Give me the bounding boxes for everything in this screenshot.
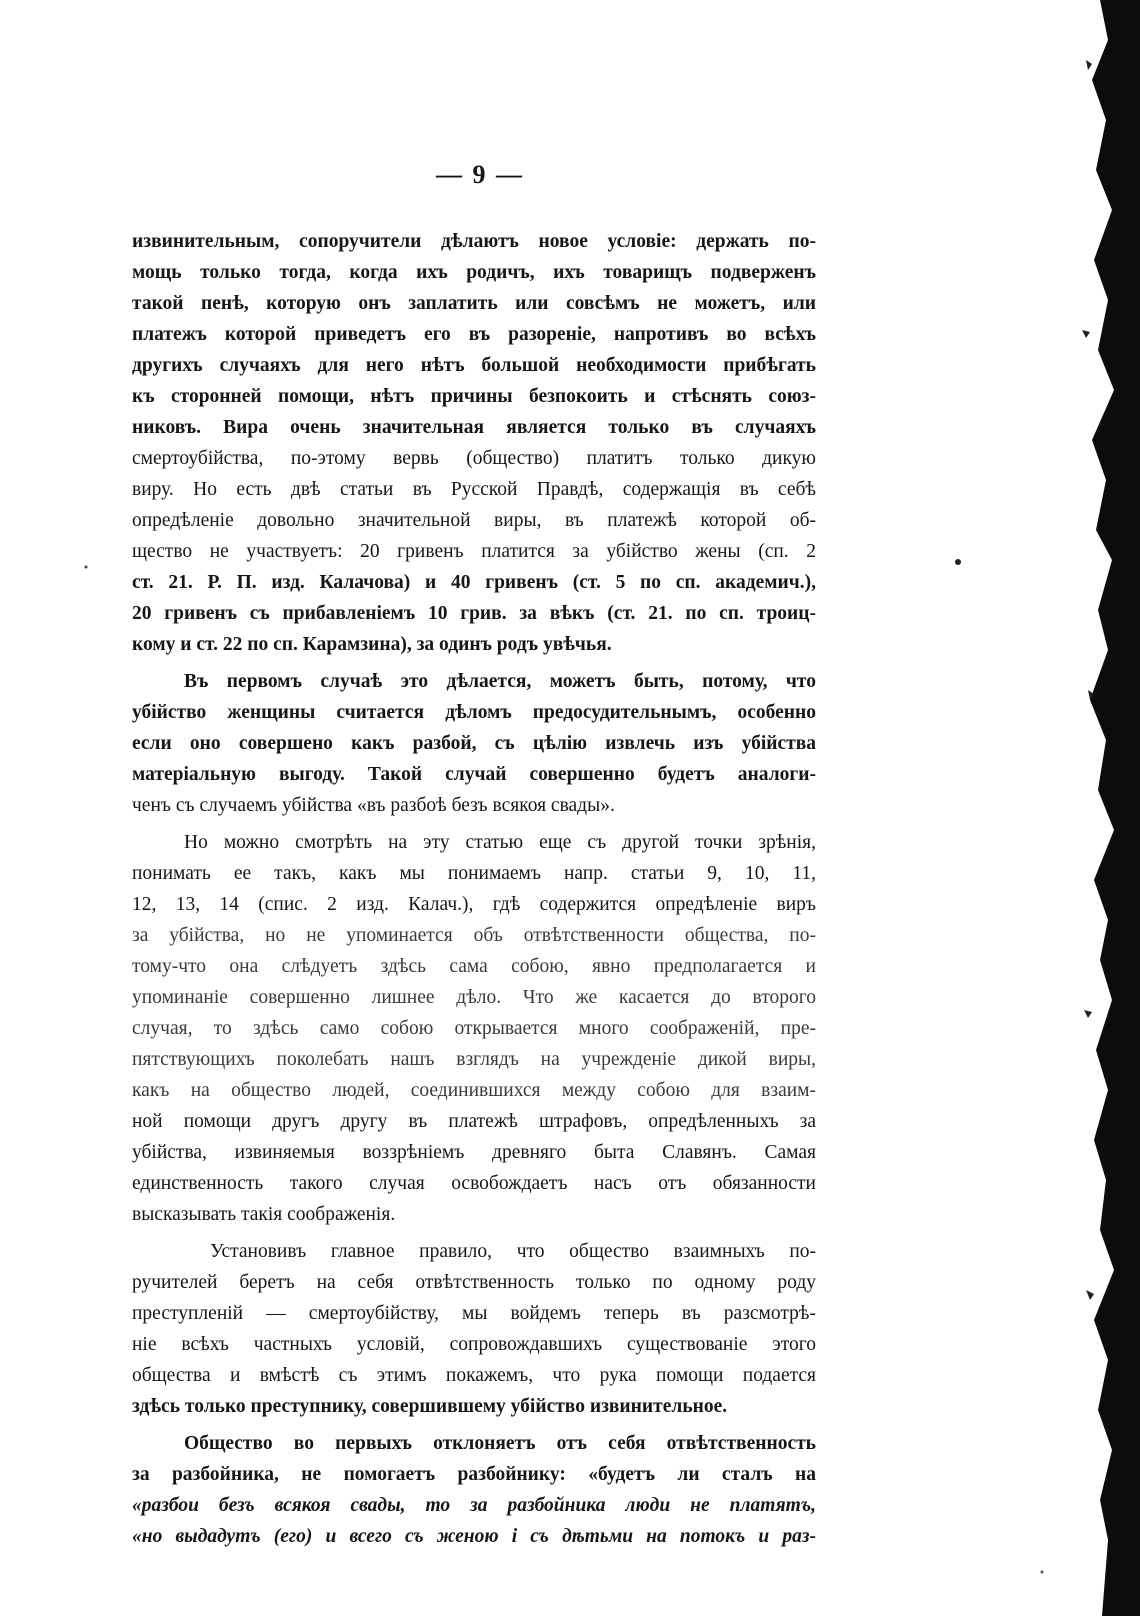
text-line: такой пенѣ, которую онъ заплатить или совсѣмъ не можетъ, или [132, 293, 816, 314]
text-line: если оно совершено какъ разбой, съ цѣлію извлечь изъ убійства [132, 733, 816, 754]
text-line: здѣсь только преступнику, совершившему убійство извинительное. [132, 1396, 728, 1417]
text-line: ручителей беретъ на себя отвѣтственность только по одному роду [132, 1272, 816, 1293]
text-line: ніе всѣхъ частныхъ условій, сопровождавшихъ существованіе этого [132, 1334, 816, 1355]
text-line: къ сторонней помощи, нѣтъ причины безпокоить и стѣснять союз- [132, 386, 816, 407]
text-line: случая, то здѣсь само собою открывается много соображеній, пре- [132, 1018, 816, 1039]
text-line: 12, 13, 14 (спис. 2 изд. Калач.), гдѣ содержится опредѣленіе виръ [132, 894, 816, 915]
text-line: кому и ст. 22 по сп. Карамзина), за одинъ родъ увѣчья. [132, 634, 612, 655]
text-line: матеріальную выгоду. Такой случай совершенно будетъ аналоги- [132, 764, 816, 785]
text-line: убійство женщины считается дѣломъ предосудительнымъ, особенно [132, 702, 816, 723]
text-line: за разбойника, не помогаетъ разбойнику: «будетъ ли сталъ на [132, 1464, 816, 1485]
text-line: другихъ случаяхъ для него нѣтъ большой необходимости прибѣгать [132, 355, 816, 376]
text-line: извинительным, сопоручители дѣлаютъ новое условіе: держать по- [132, 231, 816, 252]
text-line: пятствующихъ поколебать нашъ взглядъ на учрежденіе дикой виры, [132, 1049, 816, 1070]
text-line: общества и вмѣстѣ съ этимъ покажемъ, что рука помощи подается [132, 1365, 816, 1386]
text-line: упоминаніе совершенно лишнее дѣло. Что же касается до второго [132, 987, 816, 1008]
text-line: какъ на общество людей, соединившихся между собою для взаим- [132, 1080, 816, 1101]
text-line: никовъ. Вира очень значительная является только въ случаяхъ [132, 417, 816, 438]
text-line: тому-что она слѣдуетъ здѣсь сама собою, явно предполагается и [132, 956, 816, 977]
text-line: 20 гривенъ съ прибавленіемъ 10 грив. за вѣкъ (ст. 21. по сп. троиц- [132, 603, 816, 624]
text-line: убійства, извиняемыя воззрѣніемъ древняго быта Славянъ. Самая [132, 1142, 816, 1163]
body-text [132, 226, 816, 1552]
text-line: ченъ съ случаемъ убійства «въ разбоѣ безъ всякоя свады». [132, 795, 615, 816]
text-line: «разбои безъ всякоя свады, то за разбойника люди не платятъ, [132, 1495, 816, 1516]
text-line: «но выдадутъ (его) и всего съ женою і съ дѣтьми на потокъ и раз- [132, 1526, 816, 1547]
text-line: ст. 21. Р. П. изд. Калачова) и 40 гривенъ (ст. 5 по сп. академич.), [132, 572, 816, 593]
text-line: мощь только тогда, когда ихъ родичъ, ихъ товарищъ подверженъ [132, 262, 816, 283]
text-line: Но можно смотрѣть на эту статью еще съ другой точки зрѣнія, [184, 832, 816, 853]
text-line: Установивъ главное правило, что общество взаимныхъ по- [210, 1241, 816, 1262]
text-line: высказывать такія соображенія. [132, 1204, 396, 1225]
text-line: щество не участвуетъ: 20 гривенъ платится за убійство жены (сп. 2 [132, 541, 816, 562]
text-line: единственность такого случая освобождаетъ насъ отъ обязанности [132, 1173, 816, 1194]
text-line: понимать ее такъ, какъ мы понимаемъ напр. статьи 9, 10, 11, [132, 863, 816, 884]
text-line: за убійства, но не упоминается объ отвѣтственности общества, по- [132, 925, 816, 946]
text-line: виру. Но есть двѣ статьи въ Русской Правдѣ, содержащія въ себѣ [132, 479, 816, 500]
text-line: преступленій — смертоубійству, мы войдемъ теперь въ разсмотрѣ- [132, 1303, 816, 1324]
page-number: — 9 — [436, 160, 524, 189]
text-line: Общество во первыхъ отклоняетъ отъ себя отвѣтственность [184, 1433, 816, 1454]
text-line: ной помощи другъ другу въ платежѣ штрафовъ, опредѣленныхъ за [132, 1111, 816, 1132]
text-line: Въ первомъ случаѣ это дѣлается, можетъ быть, потому, что [184, 671, 816, 692]
text-line: платежъ которой приведетъ его въ разореніе, напротивъ во всѣхъ [132, 324, 816, 345]
text-line: смертоубійства, по-этому вервь (общество) платитъ только дикую [132, 448, 816, 469]
scanned-page-edge [1078, 0, 1140, 1616]
text-line: опредѣленіе довольно значительной виры, въ платежѣ которой об- [132, 510, 816, 531]
